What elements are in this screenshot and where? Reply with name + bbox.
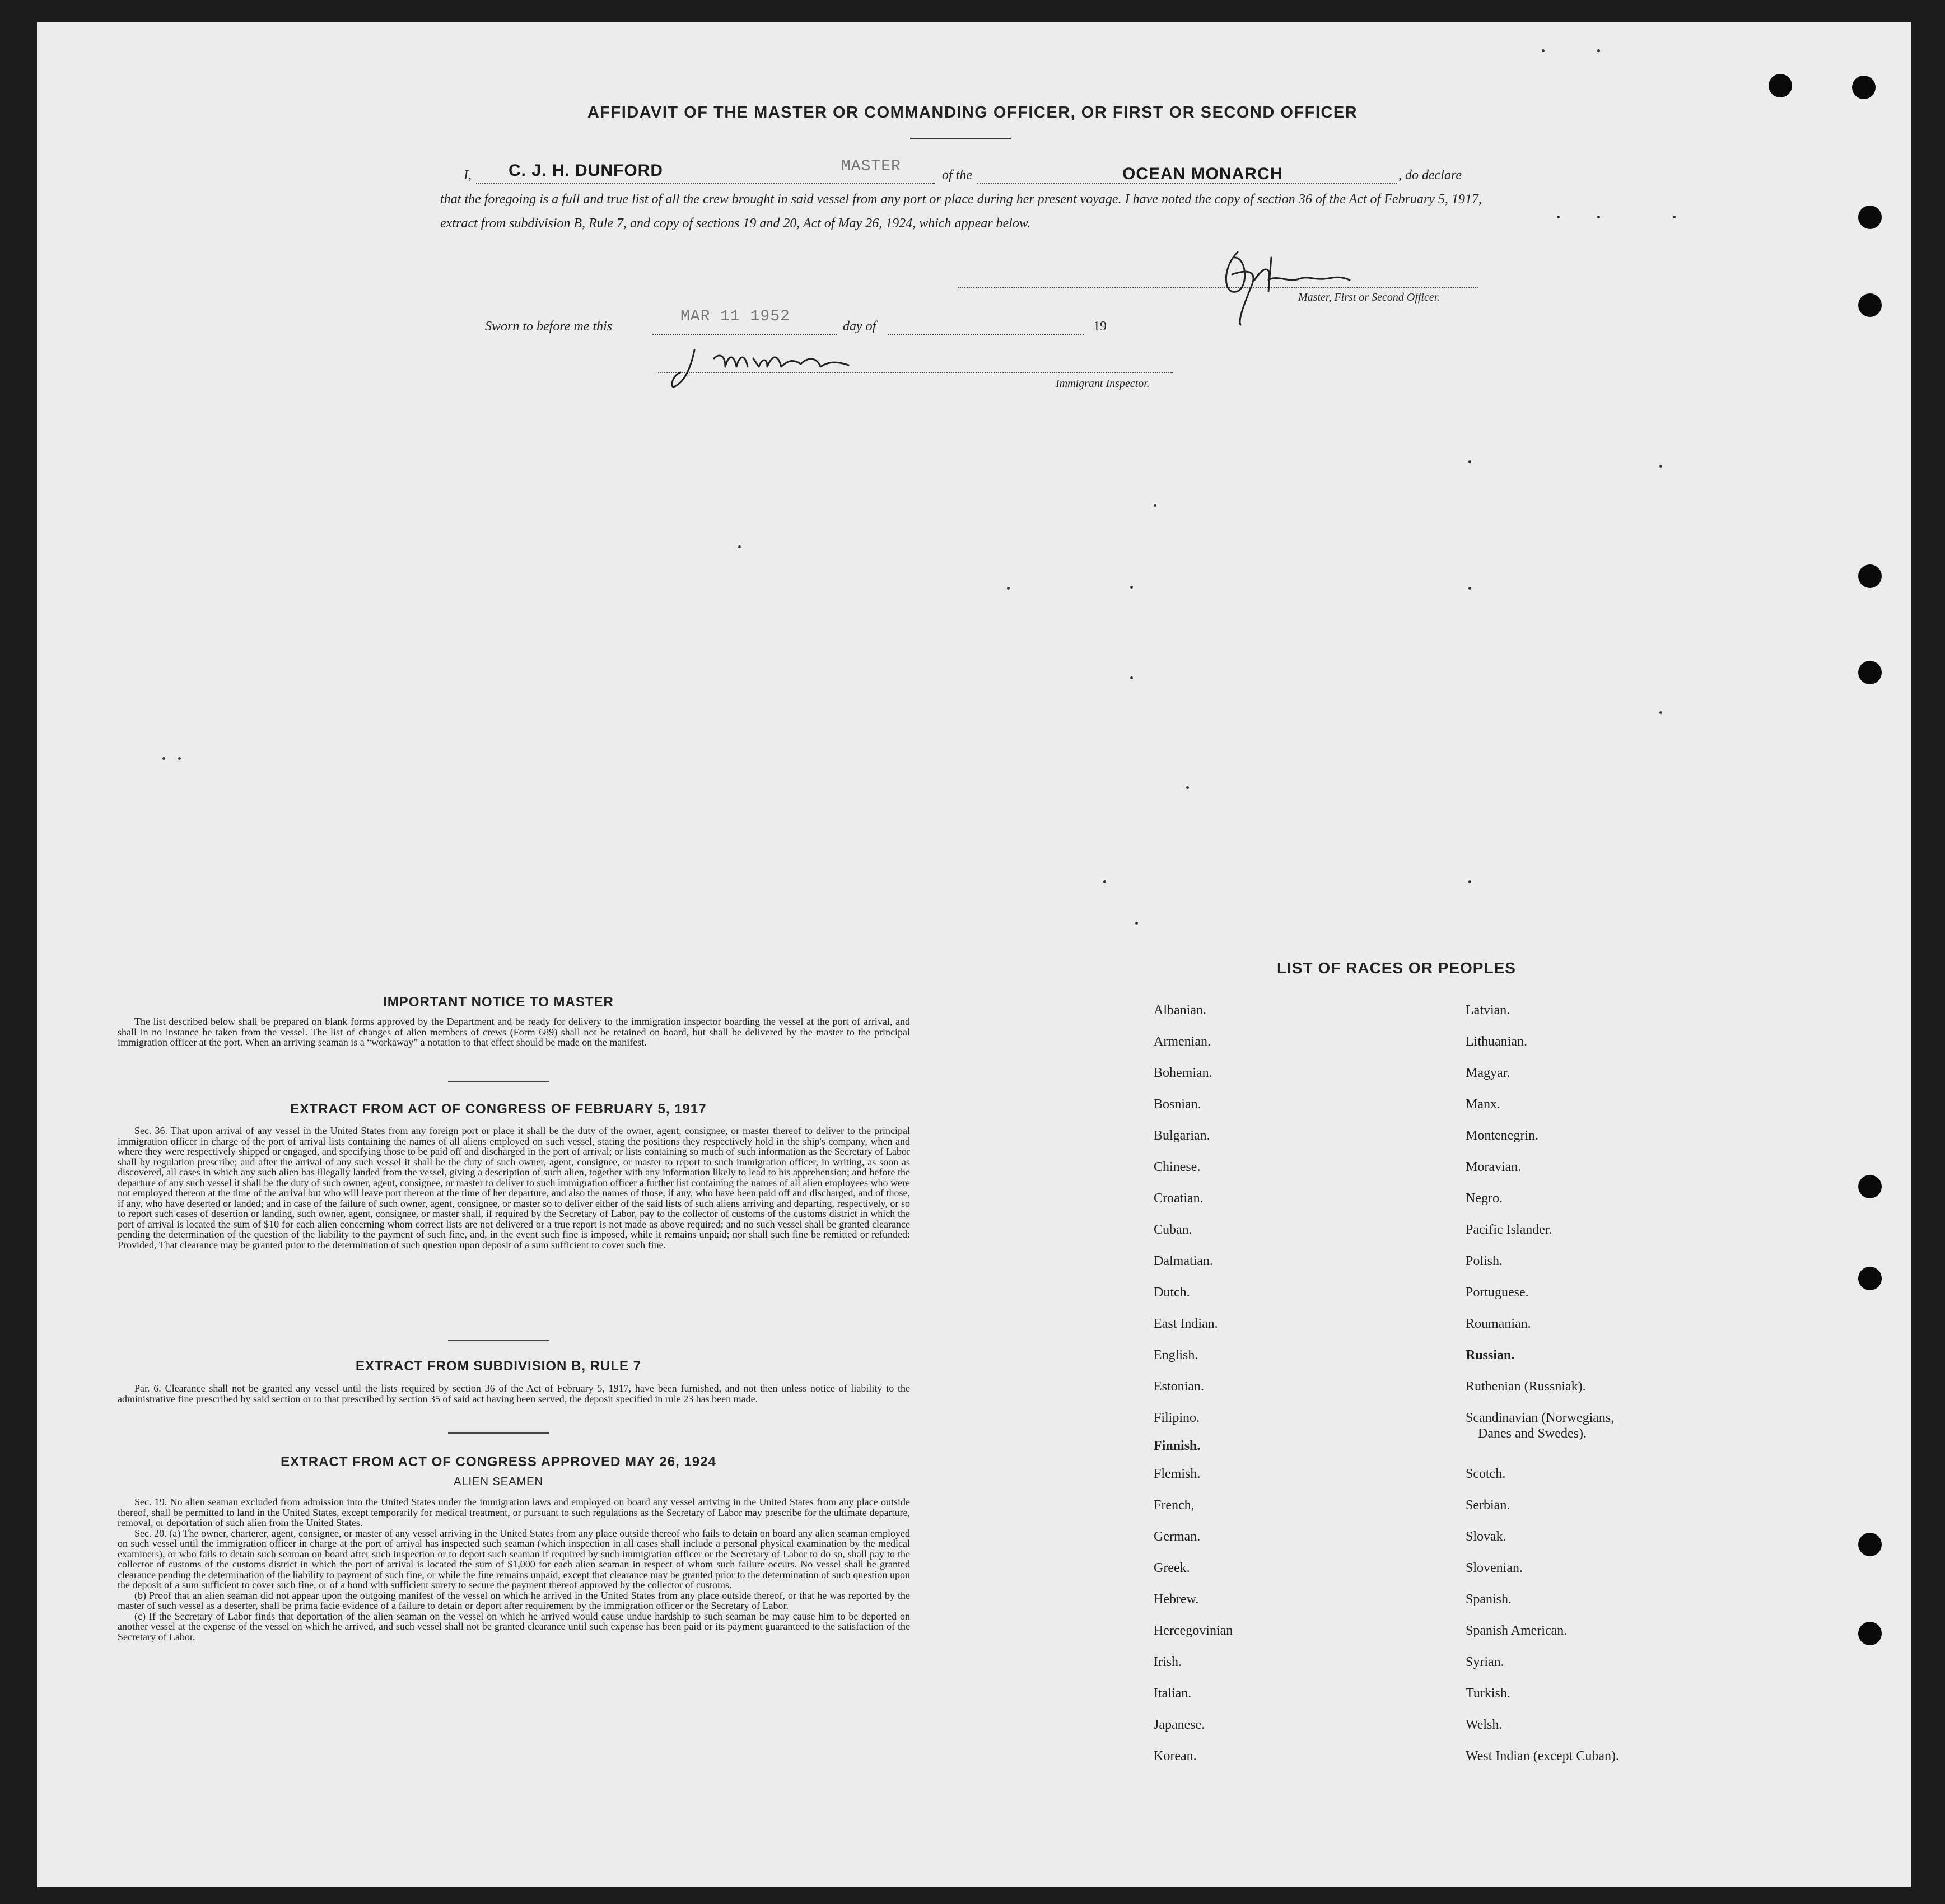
race-item: Spanish. [1466,1592,1512,1607]
master-name: C. J. H. DUNFORD [509,161,664,180]
inspector-caption: Immigrant Inspector. [1056,377,1150,390]
race-item: Chinese. [1154,1160,1201,1174]
extract-1924-title: EXTRACT FROM ACT OF CONGRESS APPROVED MAY 26, 1924 [281,1454,716,1469]
race-item: Pacific Islander. [1466,1222,1552,1237]
notice-title: IMPORTANT NOTICE TO MASTER [383,995,614,1010]
form-title: AFFIDAVIT OF THE MASTER OR COMMANDING OFFICER, OR FIRST OR SECOND OFFICER [587,104,1358,122]
i-label: I, [464,168,472,183]
sworn-label: Sworn to before me this [485,319,613,334]
race-item: Bohemian. [1154,1066,1212,1080]
race-item: Bosnian. [1154,1097,1201,1112]
race-item: Ruthenian (Russniak). [1466,1379,1586,1394]
race-item: Russian. [1466,1348,1515,1362]
race-item: Polish. [1466,1254,1503,1268]
master-signature [1215,235,1383,330]
punch-hole [1769,74,1792,97]
race-item: Dutch. [1154,1285,1190,1300]
rank-stamp: MASTER [841,158,901,175]
race-item: Croatian. [1154,1191,1204,1206]
declaration-text: that the foregoing is a full and true list of all the crew brought in said vessel from any port or place during her present voyage. I have noted the copy of section 36 of the Act of February 5, 1917, extract from subdivision B, Rule 7, and copy of sections 19 and 20, Act of May 26, 1924, which appear below. [440,192,1482,231]
race-item: Albanian. [1154,1003,1206,1018]
race-item: Scandinavian (Norwegians, [1466,1411,1615,1425]
race-item: Hebrew. [1154,1592,1199,1607]
race-item: Negro. [1466,1191,1503,1206]
races-left-column [1154,1002,1233,1780]
race-item: Estonian. [1154,1379,1204,1394]
race-item: Latvian. [1466,1003,1510,1018]
notice-text: The list described below shall be prepared on blank forms approved by the Department and be ready for delivery to the immigration inspector boarding the vessel at the port of arrival, and shall in no instance be taken from the vessel. The list of changes of alien members of crews (Form 689) shall not be retained on board, but shall be delivered by the master to the principal immigration officer at the port. When an arriving seaman is a “workaway” a notation to that effect should be made on the manifest. [118,1016,910,1048]
race-item: French, [1154,1498,1195,1513]
extract-rule7-title: EXTRACT FROM SUBDIVISION B, RULE 7 [355,1359,642,1374]
races-right-column [1466,1002,1619,1780]
alien-seamen-subtitle: ALIEN SEAMEN [454,1476,543,1488]
title-rule [910,138,1011,139]
punch-hole [1858,564,1882,588]
race-item: Japanese. [1154,1718,1205,1732]
race-item: Syrian. [1466,1655,1504,1669]
race-item: Spanish American. [1466,1623,1568,1638]
of-the-label: of the [942,168,972,183]
punch-hole [1858,293,1882,317]
day-of-label: day of [843,319,876,334]
punch-hole [1858,1267,1882,1290]
vessel-name: OCEAN MONARCH [1122,165,1283,183]
sworn-date-stamp: MAR 11 1952 [680,308,790,325]
punch-hole [1852,76,1876,99]
race-item: Dalmatian. [1154,1254,1213,1268]
race-item: Turkish. [1466,1686,1510,1701]
race-item: Welsh. [1466,1718,1503,1732]
race-item: East Indian. [1154,1317,1218,1331]
races-title: LIST OF RACES OR PEOPLES [1277,959,1516,977]
extract-1917-title: EXTRACT FROM ACT OF CONGRESS OF FEBRUARY 5, 1917 [290,1102,707,1117]
race-item: Bulgarian. [1154,1128,1210,1143]
race-item: Roumanian. [1466,1317,1531,1331]
punch-hole [1858,1622,1882,1645]
race-item: Korean. [1154,1749,1197,1763]
race-item: West Indian (except Cuban). [1466,1749,1619,1763]
race-item: Slovak. [1466,1529,1506,1544]
punch-hole [1858,1175,1882,1198]
punch-hole [1858,661,1882,684]
punch-hole [1858,206,1882,229]
race-item: Magyar. [1466,1066,1510,1080]
punch-hole [1858,1533,1882,1556]
inspector-signature [669,342,904,409]
race-item: Filipino. [1154,1411,1200,1425]
extract-1924-text: Sec. 19. No alien seaman excluded from admission into the United States under the immigration laws and employed on board any vessel arriving in the United States from any place outside thereof, shall be permitted to land in the United States, except temporarily for medical treatment, or pursuant to such regulations as the Secretary of Labor may prescribe for the ultimate departure, removal, or deportation of such alien from the United States. Sec. 20. (a) The owner, charterer, agent, consignee, or master of any vessel arriving in the United States from any place outside thereof who fails to detain on board any alien seaman employed on such vessel until the immigration officer in charge at the port of arrival has inspected such seaman (which inspection in all cases shall include a personal physical examination by the medical examiners), or who fails to detain such seaman on board after such inspection or to deport such seaman if required by such immigration officer or the Secretary of Labor to do so, shall pay to the collector of customs of the customs district in which the port of arrival is located the sum of $1,000 for each alien seaman in respect of whom such failure occurs. No vessel shall be granted clearance pending the determination of the liability to payment of such fine, or while the fine remains unpaid, except that clearance may be granted prior to the determination of such question upon the deposit of a sum sufficient to cover such fine, or of a bond with sufficient surety to secure the payment thereof approved by the collector of customs. (b) Proof that an alien seaman did not appear upon the outgoing manifest of the vessel on which he arrived in the United States from any place outside thereof, or that he was reported by the master of such vessel as a deserter, shall be prima facie evidence of a failure to detain or deport after requirement by the immigration officer or the Secretary of Labor. (c) If the Secretary of Labor finds that deportation of the alien seaman on the vessel on which he arrived would cause undue hardship to such seaman he may cause him to be deported on another vessel at the expense of the vessel on which he arrived, and such vessel shall not be granted clearance until such expense has been paid or its payment guaranteed to the satisfaction of the Secretary of Labor. [118,1496,910,1642]
race-item: Manx. [1466,1097,1500,1112]
race-item: English. [1154,1348,1198,1362]
race-item: Cuban. [1154,1222,1192,1237]
race-item: Irish. [1154,1655,1182,1669]
race-item: Hercegovinian [1154,1623,1233,1638]
year-prefix: 19 [1093,319,1107,334]
race-item: Greek. [1154,1561,1190,1575]
race-item: Danes and Swedes). [1478,1426,1587,1441]
race-item: Finnish. [1154,1439,1201,1453]
race-item: Lithuanian. [1466,1034,1527,1049]
race-item: Montenegrin. [1466,1128,1538,1143]
race-item: Serbian. [1466,1498,1510,1513]
race-item: Italian. [1154,1686,1192,1701]
extract-1917-text: Sec. 36. That upon arrival of any vessel in the United States from any foreign port or place it shall be the duty of the owner, agent, consignee, or master thereof to deliver to the principal immigration officer in charge of the port of arrival lists containing the names of all aliens employed on such vessel, stating the positions they respectively hold in the ship's company, when and where they were respectively shipped or engaged, and specifying those to be paid off and discharged in the port of arrival; or lists containing so much of such information as the Secretary of Labor shall by regulation prescribe; and after the arrival of any such vessel it shall be the duty of such owner, agent, consignee, or master to report to such immigration officer, in writing, as soon as discovered, all cases in which any such alien has illegally landed from the vessel, giving a description of such alien, together with any information likely to lead to his apprehension; and before the departure of any such vessel it shall be the duty of such owner, agent, consignee, or master to deliver to such immigration officer a further list containing the names of all alien employees who were not employed thereon at the time of the arrival but who will leave port thereon at the time of her departure, and also the names of those, if any, who have been paid off and discharged, and of those, if any, who have deserted or landed; and in case of the failure of such owner, agent, consignee, or master so to deliver either of the said lists of such aliens arriving and departing, respectively, or so to report such cases of desertion or landing, such owner, agent, consignee, or master shall, if required by the Secretary of Labor, pay to the collector of customs of the customs district in which the port of arrival is located the sum of $10 for each alien concerning whom correct lists are not delivered or a true report is not made as above required; and no such vessel shall be granted clearance pending the determination of the question of the liability to the payment of such fine, and, in the event such fine is imposed, while it remains unpaid; nor shall such fine be remitted or refunded: Provided, That clearance may be granted prior to the determination of such question upon deposit of a sum sufficient to cover such fine. [118,1125,911,1250]
master-caption: Master, First or Second Officer. [1298,291,1440,304]
extract-rule7-text: Par. 6. Clearance shall not be granted any vessel until the lists required by section 36 of the Act of February 5, 1917, have been furnished, and not then unless notice of liability to the administrative fine prescribed by said section or to that prescribed by section 35 of said act having been served, the deposit specified in rule 23 has been made. [118,1383,910,1404]
race-item: Slovenian. [1466,1561,1523,1575]
race-item: Portuguese. [1466,1285,1529,1300]
race-item: Armenian. [1154,1034,1211,1049]
race-item: Flemish. [1154,1467,1201,1481]
race-item: Moravian. [1466,1160,1522,1174]
race-item: German. [1154,1529,1201,1544]
race-item: Scotch. [1466,1467,1506,1481]
do-declare-label: , do declare [1398,168,1462,183]
